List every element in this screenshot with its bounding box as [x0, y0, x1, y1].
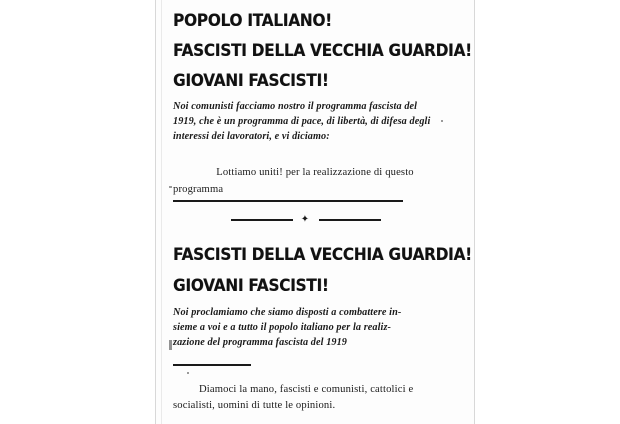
headline-giovani-fascisti: GIOVANI FASCISTI! — [173, 70, 329, 90]
section-one-paragraph: Noi comunisti facciamo nostro il programma fascista del 1919, che è un programma di pace, di libertà, di difesa degli interessi dei lavoratori, e vi diciamo: — [173, 101, 431, 142]
scan-blotch — [169, 340, 172, 350]
separator-segment-right — [319, 219, 381, 221]
section-two-closing — [173, 382, 451, 414]
short-divider-rule — [173, 364, 251, 366]
separator-segment-left — [231, 219, 293, 221]
headline-fascisti-vecchia-guardia: FASCISTI DELLA VECCHIA GUARDIA! — [173, 40, 472, 60]
headline-popolo-italiano: POPOLO ITALIANO! — [173, 11, 332, 30]
section-two-paragraph-line-2: sieme a voi e a tutto il popolo italiano per la realiz- — [173, 321, 392, 333]
closing-line-1: Diamoci la mano, fascisti e comunisti, cattolici e — [199, 384, 414, 395]
section-two-paragraph-line-1: Noi proclamiamo che siamo disposti a combattere in- — [173, 307, 402, 318]
section-two-headlines — [173, 244, 472, 297]
scan-speck — [169, 186, 172, 188]
scan-edge-left-secondary — [161, 0, 162, 424]
section-two-paragraph-line-3: zazione del programma fascista del 1919 — [173, 336, 347, 348]
scan-speck — [441, 120, 443, 122]
headline-fascisti-vecchia-guardia-2: FASCISTI DELLA VECCHIA GUARDIA! — [173, 245, 472, 264]
closing-line-2: socialisti, uomini di tutte le opinioni. — [173, 399, 336, 411]
section-two-paragraph — [173, 306, 439, 350]
underline-rule — [173, 200, 403, 202]
ornament-separator — [169, 214, 461, 226]
section-one-call-line-1: Lottiamo uniti! per la realizzazione di questo — [216, 167, 414, 178]
scan-speck — [187, 372, 189, 374]
leaflet-text-body — [169, 0, 472, 424]
scan-edge-left — [155, 0, 156, 424]
scanned-leaflet-column — [155, 0, 475, 424]
section-one-headlines — [173, 10, 472, 91]
scan-edge-right — [474, 0, 475, 424]
headline-giovani-fascisti-2: GIOVANI FASCISTI! — [173, 275, 329, 295]
section-one-call-line-2: programma — [173, 184, 224, 195]
separator-glyph: ✦ — [300, 214, 310, 225]
